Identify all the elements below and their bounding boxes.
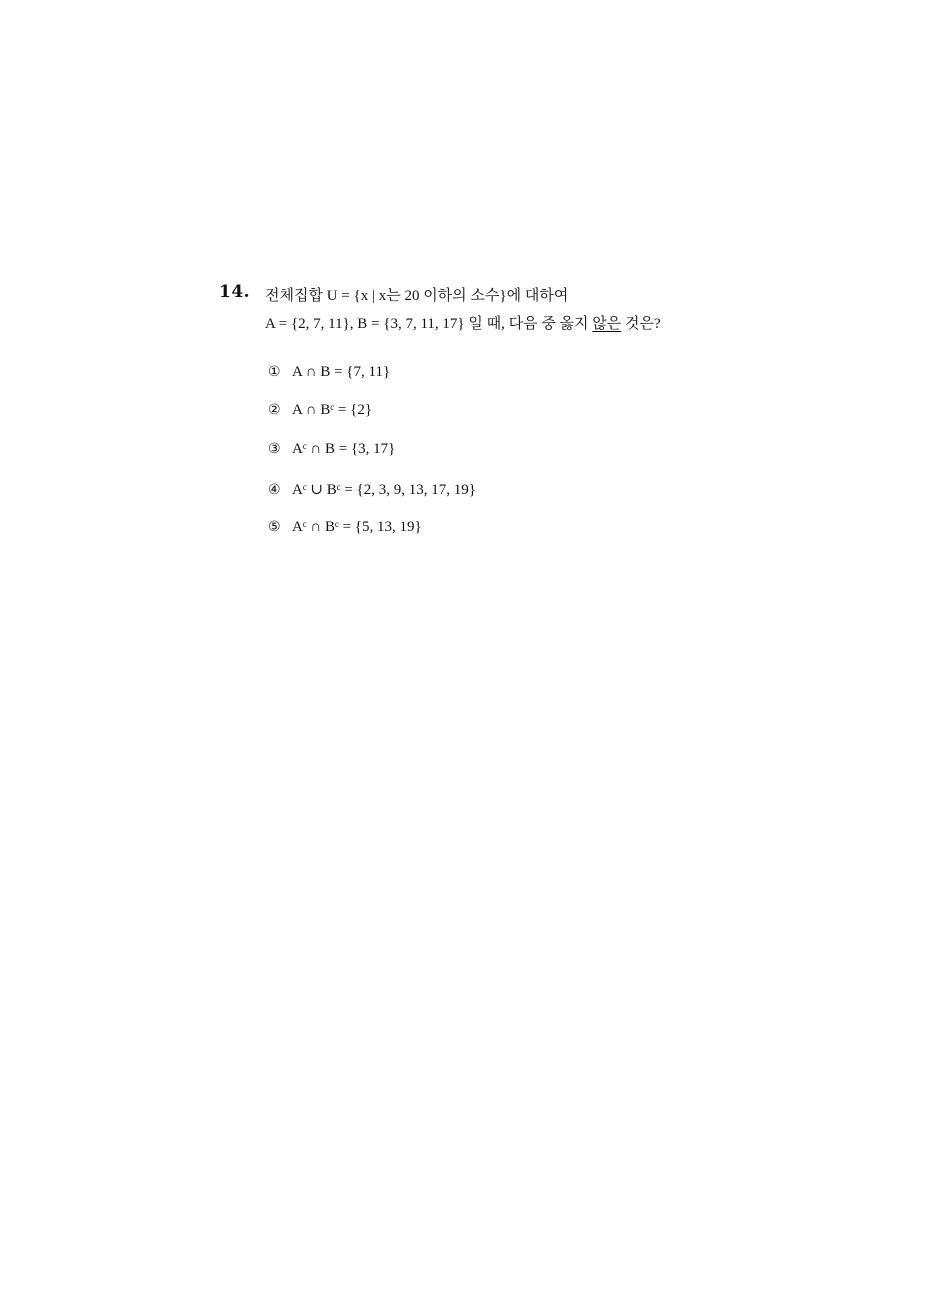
choice-marker-3: ③ [268, 441, 281, 457]
question-stem-line-1: 전체집합 U = {x | x는 20 이하의 소수}에 대하여 [265, 288, 569, 304]
question-stem-line-2-prefix: A = {2, 7, 11}, B = {3, 7, 11, 17} 일 때, 다음 중 옳지 [265, 316, 593, 332]
question-emphasis-not: 않은 [592, 316, 622, 332]
answer-choice-4[interactable] [268, 480, 476, 499]
choice-text-4: Aᶜ ∪ Bᶜ = {2, 3, 9, 13, 17, 19} [292, 482, 476, 498]
choice-marker-5: ⑤ [268, 519, 281, 535]
choice-marker-4: ④ [268, 482, 281, 498]
answer-choice-1[interactable] [268, 364, 390, 381]
choice-text-5: Aᶜ ∩ Bᶜ = {5, 13, 19} [292, 519, 422, 535]
choice-marker-2: ② [268, 402, 281, 418]
choice-text-3: Aᶜ ∩ B = {3, 17} [292, 441, 396, 457]
answer-choice-5[interactable] [268, 519, 422, 536]
choice-marker-1: ① [268, 364, 281, 380]
answer-choice-3[interactable] [268, 441, 395, 458]
answer-choice-2[interactable] [268, 402, 372, 419]
choice-text-1: A ∩ B = {7, 11} [292, 364, 391, 380]
question-stem-line-2 [265, 312, 661, 333]
choice-text-2: A ∩ Bᶜ = {2} [292, 402, 373, 418]
question-number: 14. [219, 282, 251, 302]
question-stem-line-2-suffix: 것은? [621, 316, 661, 332]
